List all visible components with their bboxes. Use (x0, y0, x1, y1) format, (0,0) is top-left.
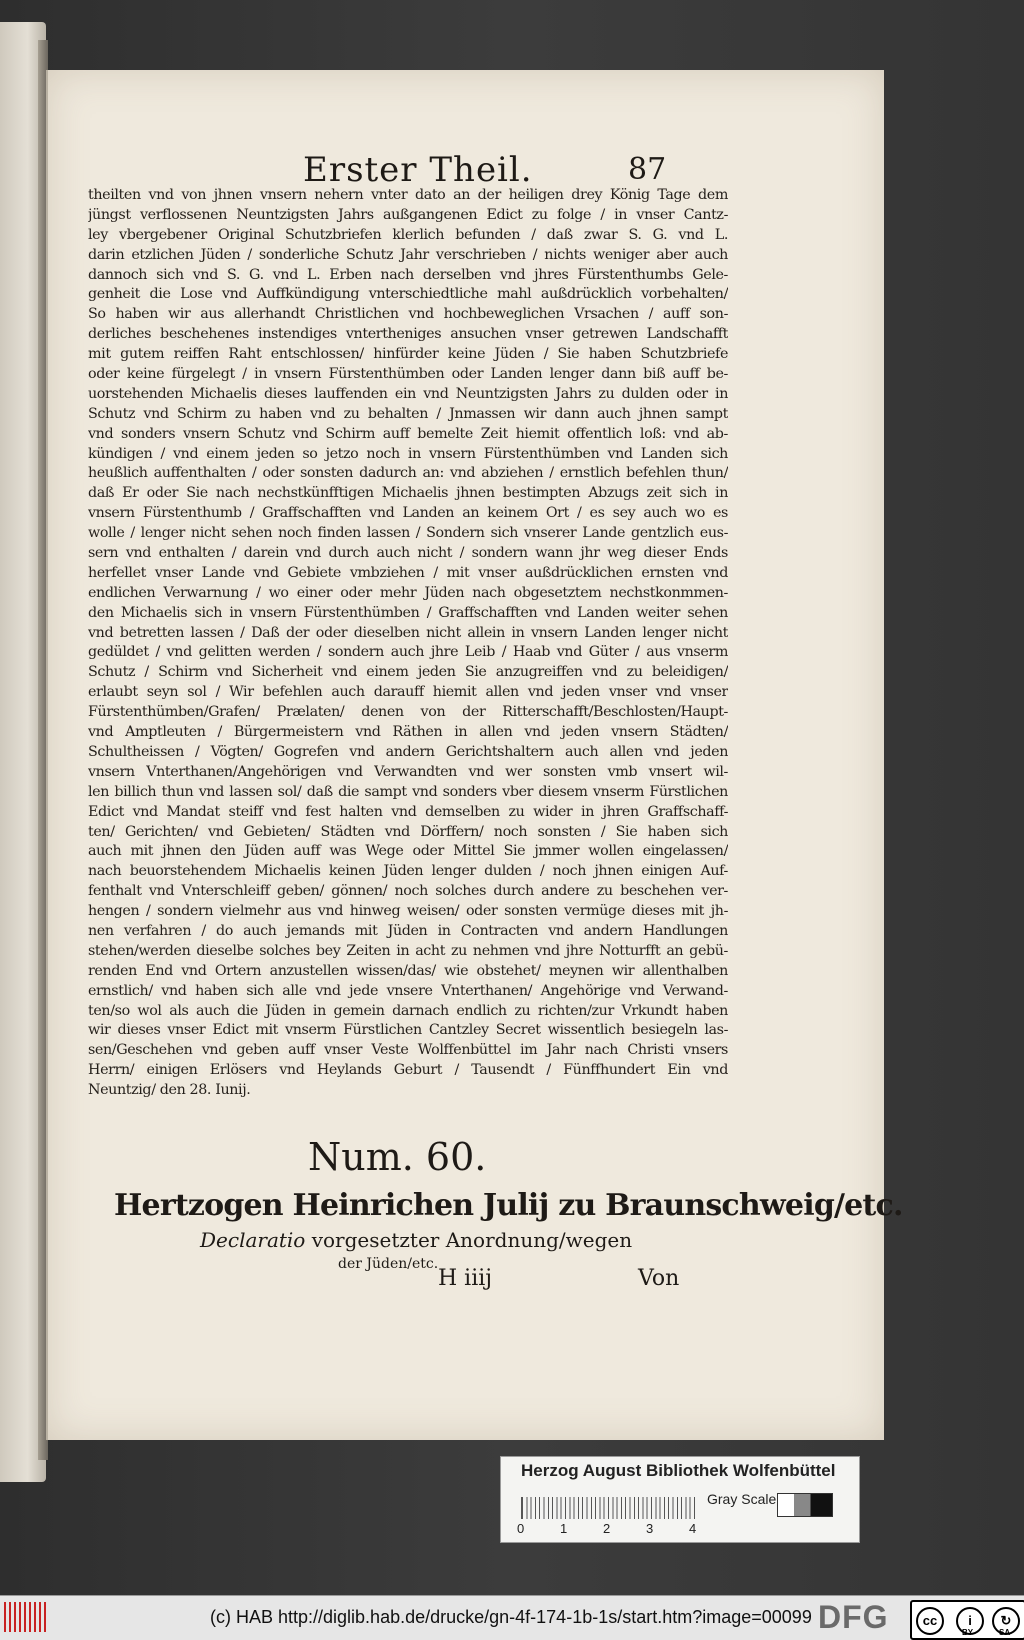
body-text (88, 186, 728, 1101)
text-line: Neuntzig/ den 28. Iunij. (88, 1082, 251, 1099)
text-line: vnd Amptleuten / Bürgermeistern vnd Räthen in allen vnd jeden vnsern Städten/ (88, 724, 728, 741)
text-line: sern vnd enthalten / darein vnd durch auch nicht / sondern wann jhr weg dieser Ends (88, 545, 728, 562)
text-line: vnd betretten lassen / Daß der oder dieselben nicht allein in vnsern Landen lenger nicht (88, 624, 728, 641)
text-line: wir dieses vnser Edict mit vnserm Fürstlichen Cantzley Secret wissentlich besiegeln las- (88, 1022, 728, 1039)
text-line: vnd sonders vnsern Schutz vnd Schirm auff bemelte Zeit hiemit offentlich loß: vnd ab- (88, 425, 728, 442)
text-line: oder keine fürgelegt / in vnsern Fürstenthümben oder Landen lenger dann biß auff be- (88, 366, 728, 383)
text-line: den Michaelis sich in vnsern Fürstenthümben / Graffschafften vnd Landen weiter sehen (88, 604, 728, 621)
text-line: heußlich auffenthalten / oder sonsten dadurch an: vnd abziehen / ernstlich befehlen thun/ (88, 465, 728, 482)
page-number: 87 (628, 152, 667, 187)
text-line: nen verfahren / do auch jemands mit Jüden in Contracten vnd andern Handlungen (88, 922, 728, 939)
text-line: stehen/werden dieselbe solches bey Zeiten in acht zu nehmen vnd jhre Notturfft an gebü- (88, 942, 728, 959)
dfg-logo: DFG (818, 1599, 889, 1635)
text-line: gedüldet / vnd gelitten werden / sondern auch jhre Leib / Haab vnd Güter / aus vnserm (88, 644, 728, 661)
text-line: sen/Geschehen vnd geben auff vnser Veste Wolffenbüttel im Jahr nach Christi vnsers (88, 1042, 728, 1059)
ruler-mark: 0 (517, 1521, 525, 1536)
running-title: Erster Theil. (303, 150, 533, 190)
text-line: vnsern Fürstenthumb / Graffschafften vnd Landen an keinem Ort / es sey auch wo es (88, 505, 728, 522)
section-title: Hertzogen Heinrichen Julij zu Braunschweig/etc. (114, 1188, 903, 1223)
text-line: endlichen Verwarnung / wo einer oder mehr Jüden nach obgesetztem nechstkonmmen- (88, 584, 728, 601)
text-line: ernstlich/ vnd haben sich alle vnd jede vnsere Vnterthanen/ Angehörige vnd Verwand- (88, 982, 728, 999)
text-line: daß Er oder Sie nach nechstkünfftigen Michaelis jhnen bestimpten Abzugs zeit sich in (88, 485, 728, 502)
ruler-mark: 4 (689, 1521, 697, 1536)
subtitle-italic: Declaratio (200, 1228, 306, 1252)
text-line: wolle / lenger nicht sehen noch finden lassen / Sondern sich vnserer Lande gentzlich eus- (88, 525, 728, 542)
barcode-icon (4, 1602, 46, 1632)
cc-sa-label: SA (999, 1628, 1011, 1637)
copyright-link[interactable]: (c) HAB http://diglib.hab.de/drucke/gn-4f-174-1b-1s/start.htm?image=00099 (210, 1607, 812, 1627)
text-line: derliches beschehenes instendiges vntertheniges ansuchen vnser getrewen Landschafft (88, 326, 728, 343)
text-line: hengen / sondern vielmehr aus vnd hinweg weisen/ oder sonsten vermüge dieses mit jh- (88, 903, 728, 920)
subtitle-rest: vorgesetzter Anordnung/wegen (305, 1228, 633, 1252)
text-line: So haben wir aus allerhandt Christlichen vnd hochbeweglichen Vrsachen / auff son- (88, 306, 728, 323)
text-line: Schultheissen / Vögten/ Gogrefen vnd andern Gerichtshaltern auch allen vnd jeden (88, 743, 728, 760)
document-page (46, 70, 903, 1440)
section-subtitle (200, 1228, 632, 1252)
text-line: darin etzlichen Jüden / sonderliche Schutz Jahr verschrieben / nichts weniger aber auch (88, 246, 728, 263)
text-line: erlaubt seyn sol / Wir befehlen auch darauff hiemit allen vnd jeden vnser vnd vnser (88, 684, 728, 701)
text-line: auch mit jhnen den Jüden auff was Wege oder Mittel Sie jmmer wollen eingelassen/ (88, 843, 728, 860)
section-number: Num. 60. (308, 1135, 487, 1179)
text-line: ley vbergebener Original Schutzbriefen klerlich befunden / daß zwar S. G. vnd L. (88, 226, 728, 243)
cc-license-badge[interactable] (910, 1600, 1024, 1640)
text-line: Schutz vnd Schirm zu haben vnd zu behalten / Jnmassen wir dann auch jhnen sampt (88, 405, 728, 422)
text-line: Herrn/ einigen Erlösers vnd Heylands Geburt / Tausendt / Fünffhundert Ein vnd (88, 1062, 728, 1079)
footer-bar (0, 1595, 1024, 1640)
text-line: genheit die Lose vnd Auffkündigung vnterschiedtliche mahl außdrücklich vorbehalten/ (88, 286, 728, 303)
text-line: ten/so wol als auch die Jüden in gemein darnach endlich zu richten/zur Vrkundt haben (88, 1002, 728, 1019)
cc-icon: cc (916, 1607, 944, 1635)
section-subtitle-line2: der Jüden/etc. (338, 1256, 439, 1272)
grayscale-label: Gray Scale (707, 1491, 777, 1507)
library-name: Herzog August Bibliothek Wolfenbüttel (521, 1461, 836, 1480)
text-line: uorstehenden Michaelis dieses lauffenden ein vnd Neuntzigsten Jahrs zu dulden oder in (88, 385, 728, 402)
text-line: herfellet vnser Lande vnd Gebiete vmbziehen / mit vnser außdrücklichen ernsten vnd (88, 564, 728, 581)
attribution-icon: i (956, 1607, 984, 1635)
text-line: nach beuorstehendem Michaelis keinen Jüden lenger dulden / noch jhnen einigen Auf- (88, 863, 728, 880)
text-line: Edict vnd Mandat steiff vnd fest halten vnd demselben zu wider in jhren Graffschaff- (88, 803, 728, 820)
signature-mark: H iiij (438, 1266, 493, 1291)
share-alike-icon: ↻ (992, 1607, 1020, 1635)
text-line: mit gutem reiffen Raht entschlossen/ hinfürder keine Jüden / Sie haben Schutzbriefe (88, 346, 728, 363)
ruler-mark: 2 (603, 1521, 611, 1536)
grayscale-swatch (777, 1493, 833, 1517)
text-line: theilten vnd von jhnen vnsern nehern vnter dato an der heiligen drey König Tage dem (88, 187, 728, 203)
text-line: len billich thun vnd lassen sol/ daß die sampt vnd sonders vber diesem vnserm Fürstlichen (88, 783, 728, 800)
text-line: renden End vnd Ortern anzustellen wissen/das/ wie obstehet/ meynen wir allenthalben (88, 962, 728, 979)
cc-by-label: BY (962, 1628, 974, 1637)
ruler-mark: 3 (646, 1521, 654, 1536)
ruler-mark: 1 (560, 1521, 568, 1536)
text-line: dannoch sich vnd S. G. vnd L. Erben nach derselben vnd jhres Fürstenthumbs Gele- (88, 266, 728, 283)
text-line: Schutz / Schirm vnd Sicherheit vnd einem jeden Sie anzugreiffen vnd zu beleidigen/ (88, 664, 728, 681)
scale-ruler (521, 1497, 695, 1519)
text-line: kündigen / vnd einem jeden so jetzo noch in vnsern Fürstenthümben vnd Landen sich (88, 445, 728, 462)
text-line: fenthalt vnd Vnterschleiff geben/ gönnen/ noch solches durch andere zu beschehen ver- (88, 883, 728, 900)
text-line: jüngst verflossenen Neuntzigsten Jahrs außgangenen Edict zu folge / in vnser Cantz- (88, 206, 728, 223)
text-line: ten/ Gerichten/ vnd Gebieten/ Städten vnd Dörffern/ noch sonsten / Sie haben sich (88, 823, 728, 840)
library-label (500, 1456, 860, 1543)
catchword: Von (638, 1266, 680, 1291)
text-line: vnsern Vnterthanen/Angehörigen vnd Verwandten vnd wer sonsten vmb vnsert wil- (88, 763, 728, 780)
text-line: Fürstenthümben/Grafen/ Prælaten/ denen von der Ritterschafft/Beschlosten/Haupt- (88, 704, 728, 721)
